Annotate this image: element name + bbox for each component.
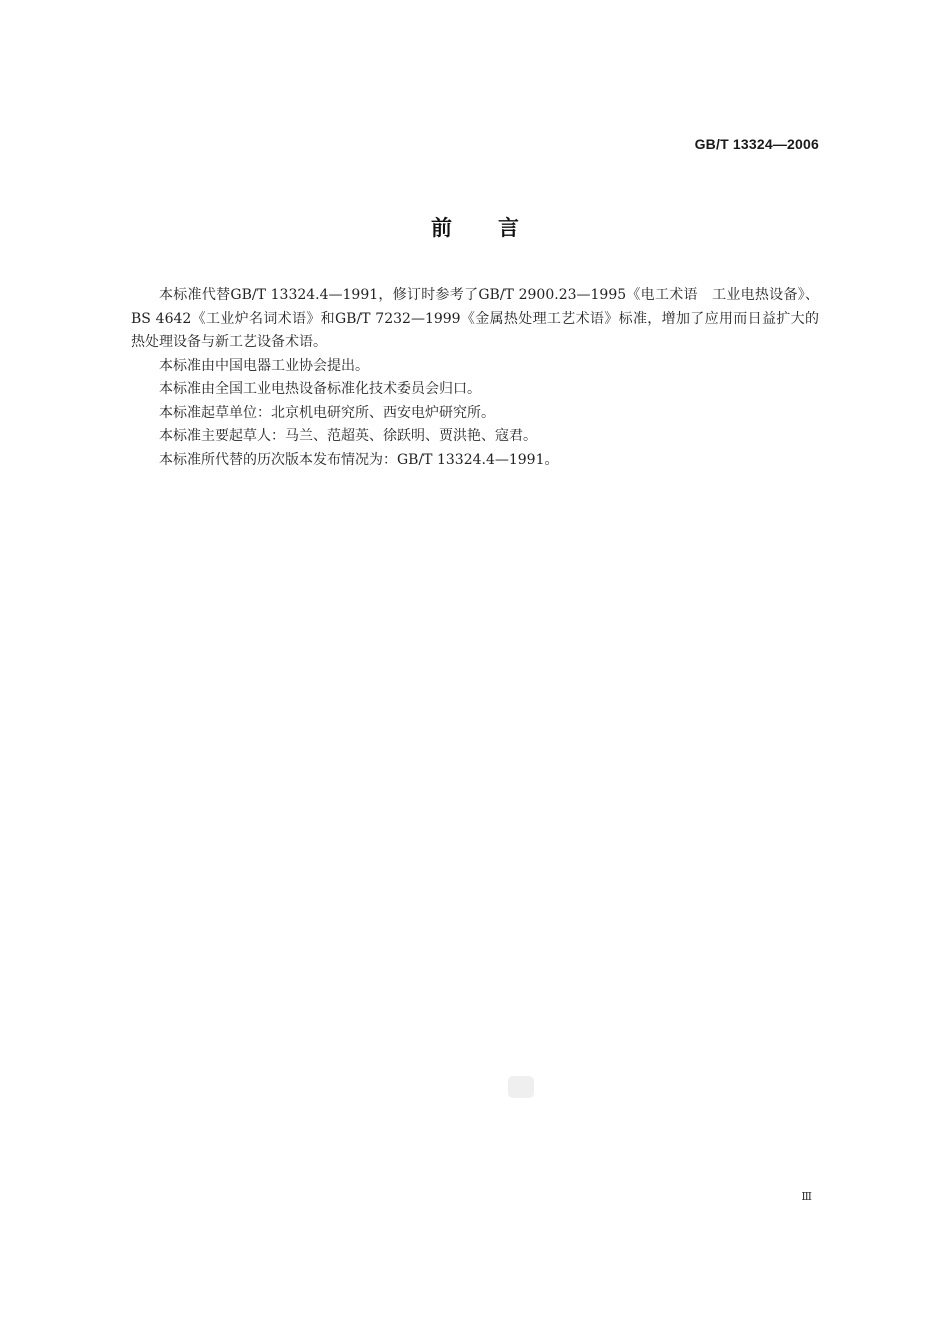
standard-number: GB/T 13324—2006 — [694, 136, 819, 152]
paragraph-drafters: 本标准主要起草人：马兰、范超英、徐跃明、贾洪艳、寇君。 — [159, 428, 537, 444]
paragraph-drafting-units: 本标准起草单位：北京机电研究所、西安电炉研究所。 — [159, 404, 495, 421]
page-number: Ⅲ — [801, 1190, 812, 1203]
paragraph-committee: 本标准由全国工业电热设备标准化技术委员会归口。 — [159, 381, 481, 397]
paragraph-proposer: 本标准由中国电器工业协会提出。 — [159, 357, 369, 374]
watermark-logo — [508, 1076, 534, 1098]
page-title: 前言 — [431, 216, 565, 240]
paragraph-replaces: 本标准代替GB/T 13324.4—1991，修订时参考了GB/T 2900.23—1995《电工术语 工业电热设备》、BS 4642《工业炉名词术语》和GB/T 7232—1999《金属热处理工艺术语》标准，增加了应用而日益扩大的热处理设备与新工艺设备术语。 — [131, 287, 819, 350]
foreword-body — [131, 284, 819, 472]
paragraph-history: 本标准所代替的历次版本发布情况为：GB/T 13324.4—1991。 — [159, 451, 559, 468]
